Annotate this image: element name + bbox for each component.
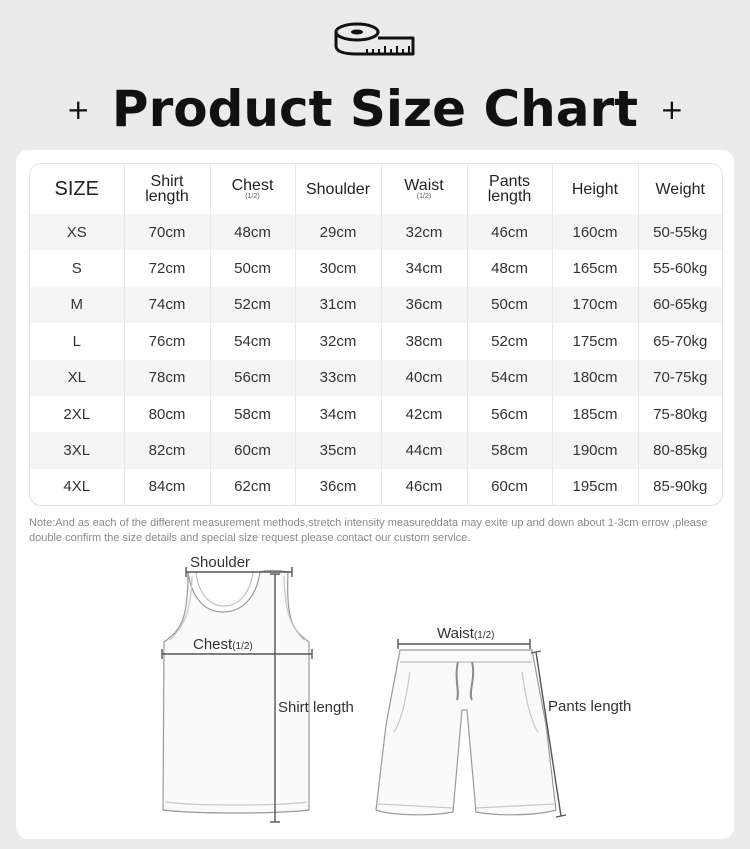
column-header-line2: length: [145, 188, 189, 205]
table-cell: 175cm: [552, 323, 638, 359]
table-cell: 48cm: [467, 250, 552, 286]
plus-icon-right: +: [660, 92, 684, 126]
table-cell: 72cm: [124, 250, 210, 286]
table-cell: 76cm: [124, 323, 210, 359]
table-cell: L: [30, 323, 124, 359]
column-header-label: SIZE: [54, 177, 99, 200]
tank-top-illustration: [163, 571, 309, 814]
table-cell: 3XL: [30, 432, 124, 468]
table-cell: 46cm: [381, 469, 467, 505]
page-title: Product Size Chart: [111, 80, 639, 138]
table-cell: 195cm: [552, 469, 638, 505]
chest-label-sub: (1/2): [232, 641, 253, 652]
column-header-label: Chest: [231, 176, 274, 194]
table-cell: 50cm: [467, 287, 552, 323]
table-cell: 56cm: [210, 360, 295, 396]
title-row: [0, 78, 750, 140]
table-cell: 70cm: [124, 214, 210, 250]
table-cell: XS: [30, 214, 124, 250]
table-cell: M: [30, 287, 124, 323]
table-cell: 29cm: [295, 214, 381, 250]
table-cell: 180cm: [552, 360, 638, 396]
column-header-label: Waist: [404, 176, 444, 194]
garment-diagram: [16, 150, 734, 839]
table-cell: 78cm: [124, 360, 210, 396]
table-cell: 42cm: [381, 396, 467, 432]
table-cell: 58cm: [467, 432, 552, 468]
table-cell: 44cm: [381, 432, 467, 468]
table-cell: 60cm: [467, 469, 552, 505]
table-cell: XL: [30, 360, 124, 396]
column-header-sub: (1/2): [416, 192, 432, 200]
table-cell: 80cm: [124, 396, 210, 432]
table-cell: 33cm: [295, 360, 381, 396]
table-cell: 60cm: [210, 432, 295, 468]
table-cell: 185cm: [552, 396, 638, 432]
pants-length-label: Pants length: [548, 698, 632, 715]
measurement-note: Note:And as each of the different measurement methods,stretch intensity measureddata may exite up and down about 1-3cm errow ,please double confirm the size details and special size request please contact our custom service.: [29, 517, 708, 544]
table-cell: 65-70kg: [638, 323, 722, 359]
table-cell: 70-75kg: [638, 360, 722, 396]
table-cell: 52cm: [467, 323, 552, 359]
table-cell: 40cm: [381, 360, 467, 396]
column-header-label: Weight: [655, 180, 705, 198]
table-cell: 62cm: [210, 469, 295, 505]
table-cell: S: [30, 250, 124, 286]
table-cell: 32cm: [295, 323, 381, 359]
table-cell: 54cm: [210, 323, 295, 359]
column-header-label: Pants: [489, 173, 530, 190]
plus-icon-left: +: [66, 92, 90, 126]
table-cell: 170cm: [552, 287, 638, 323]
table-cell: 56cm: [467, 396, 552, 432]
table-cell: 38cm: [381, 323, 467, 359]
table-cell: 52cm: [210, 287, 295, 323]
table-cell: 58cm: [210, 396, 295, 432]
column-header-line2: length: [487, 188, 532, 205]
shoulder-label: Shoulder: [190, 554, 251, 571]
table-cell: 80-85kg: [638, 432, 722, 468]
column-header-label: Shoulder: [305, 180, 371, 198]
column-header-label: Shirt: [150, 173, 184, 190]
column-header-label: Height: [571, 180, 619, 198]
table-cell: 55-60kg: [638, 250, 722, 286]
shorts-illustration: [376, 650, 556, 815]
chest-label: [193, 636, 253, 653]
table-cell: 48cm: [210, 214, 295, 250]
table-cell: 84cm: [124, 469, 210, 505]
table-cell: 50-55kg: [638, 214, 722, 250]
table-cell: 160cm: [552, 214, 638, 250]
waist-label-sub: (1/2): [473, 630, 495, 641]
table-cell: 165cm: [552, 250, 638, 286]
table-cell: 50cm: [210, 250, 295, 286]
chest-label-text: Chest: [193, 636, 233, 653]
table-cell: 4XL: [30, 469, 124, 505]
table-cell: 36cm: [295, 469, 381, 505]
table-cell: 190cm: [552, 432, 638, 468]
table-cell: 60-65kg: [638, 287, 722, 323]
table-cell: 30cm: [295, 250, 381, 286]
table-cell: 36cm: [381, 287, 467, 323]
waist-label-text: Waist: [437, 625, 474, 642]
table-cell: 2XL: [30, 396, 124, 432]
shirt-length-label: Shirt length: [278, 699, 354, 716]
table-cell: 34cm: [295, 396, 381, 432]
waist-label: [437, 625, 495, 642]
table-cell: 31cm: [295, 287, 381, 323]
table-cell: 34cm: [381, 250, 467, 286]
table-cell: 74cm: [124, 287, 210, 323]
size-card: [16, 150, 734, 839]
table-cell: 54cm: [467, 360, 552, 396]
table-cell: 82cm: [124, 432, 210, 468]
table-cell: 46cm: [467, 214, 552, 250]
column-header-sub: (1/2): [245, 192, 260, 200]
table-cell: 85-90kg: [638, 469, 722, 505]
table-cell: 32cm: [381, 214, 467, 250]
table-cell: 35cm: [295, 432, 381, 468]
table-cell: 75-80kg: [638, 396, 722, 432]
measuring-tape-icon: [333, 20, 417, 60]
